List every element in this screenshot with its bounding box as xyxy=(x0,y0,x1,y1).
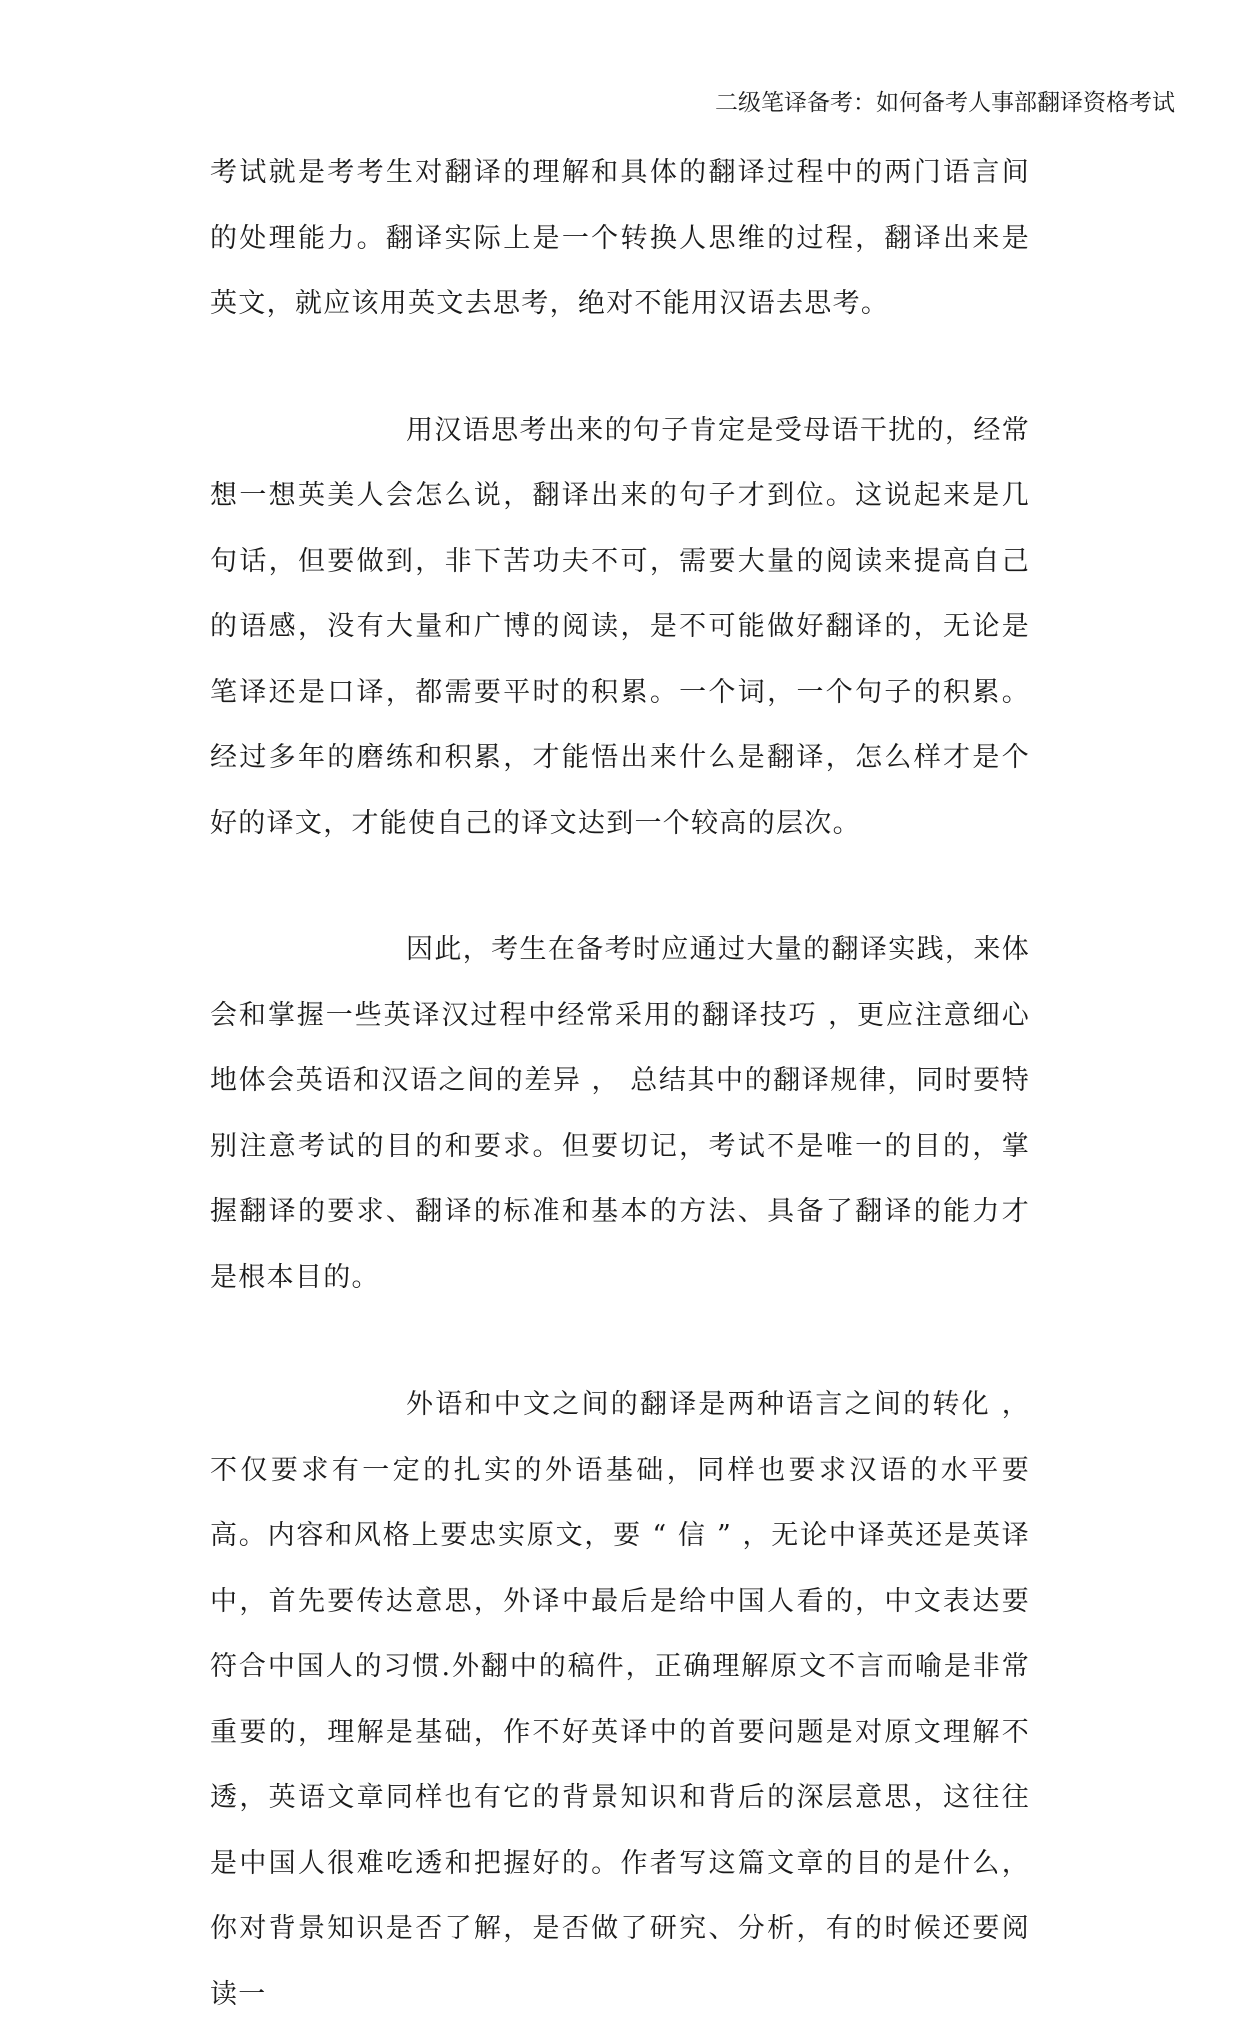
paragraph-4: 外语和中文之间的翻译是两种语言之间的转化 ， 不仅要求有一定的扎实的外语基础，同样也要求汉语的水平要高。内容和风格上要忠实原文，要 “ 信 ” ，无论中译英还是英译中，首先要传达意思，外译中最后是给中国人看的，中文表达要符合中国人的习惯.外翻中的稿件，正确理解原文不言而喻是非常重要的，理解是基础，作不好英译中的首要问题是对原文理解不透，英语文章同样也有它的背景知识和背后的深层意思，这往往是中国人很难吃透和把握好的。作者写这篇文章的目的是什么，你对背景知识是否了解，是否做了研究、分析，有的时候还要阅读一 xyxy=(210,1389,1030,2010)
paragraph-1: 考试就是考考生对翻译的理解和具体的翻译过程中的两门语言间的处理能力。翻译实际上是一个转换人思维的过程，翻译出来是英文，就应该用英文去思考，绝对不能用汉语去思考。 xyxy=(210,157,1030,319)
running-header: 二级笔译备考：如何备考人事部翻译资格考试 xyxy=(715,90,1175,116)
paragraph-2: 用汉语思考出来的句子肯定是受母语干扰的，经常想一想英美人会怎么说，翻译出来的句子才到位。这说起来是几句话，但要做到，非下苦功夫不可，需要大量的阅读来提高自己的语感，没有大量和广博的阅读，是不可能做好翻译的，无论是笔译还是口译，都需要平时的积累。一个词，一个句子的积累。经过多年的磨练和积累，才能悟出来什么是翻译，怎么样才是个好的译文，才能使自己的译文达到一个较高的层次。 xyxy=(210,414,1030,839)
document-body xyxy=(210,140,1030,2027)
paragraph-3: 因此，考生在备考时应通过大量的翻译实践，来体会和掌握一些英译汉过程中经常采用的翻译技巧 ，更应注意细心地体会英语和汉语之间的差异 ， 总结其中的翻译规律，同时要特别注意考试的目的和要求。但要切记，考试不是唯一的目的，掌握翻译的要求、翻译的标准和基本的方法、具备了翻译的能力才是根本目的。 xyxy=(210,934,1030,1293)
